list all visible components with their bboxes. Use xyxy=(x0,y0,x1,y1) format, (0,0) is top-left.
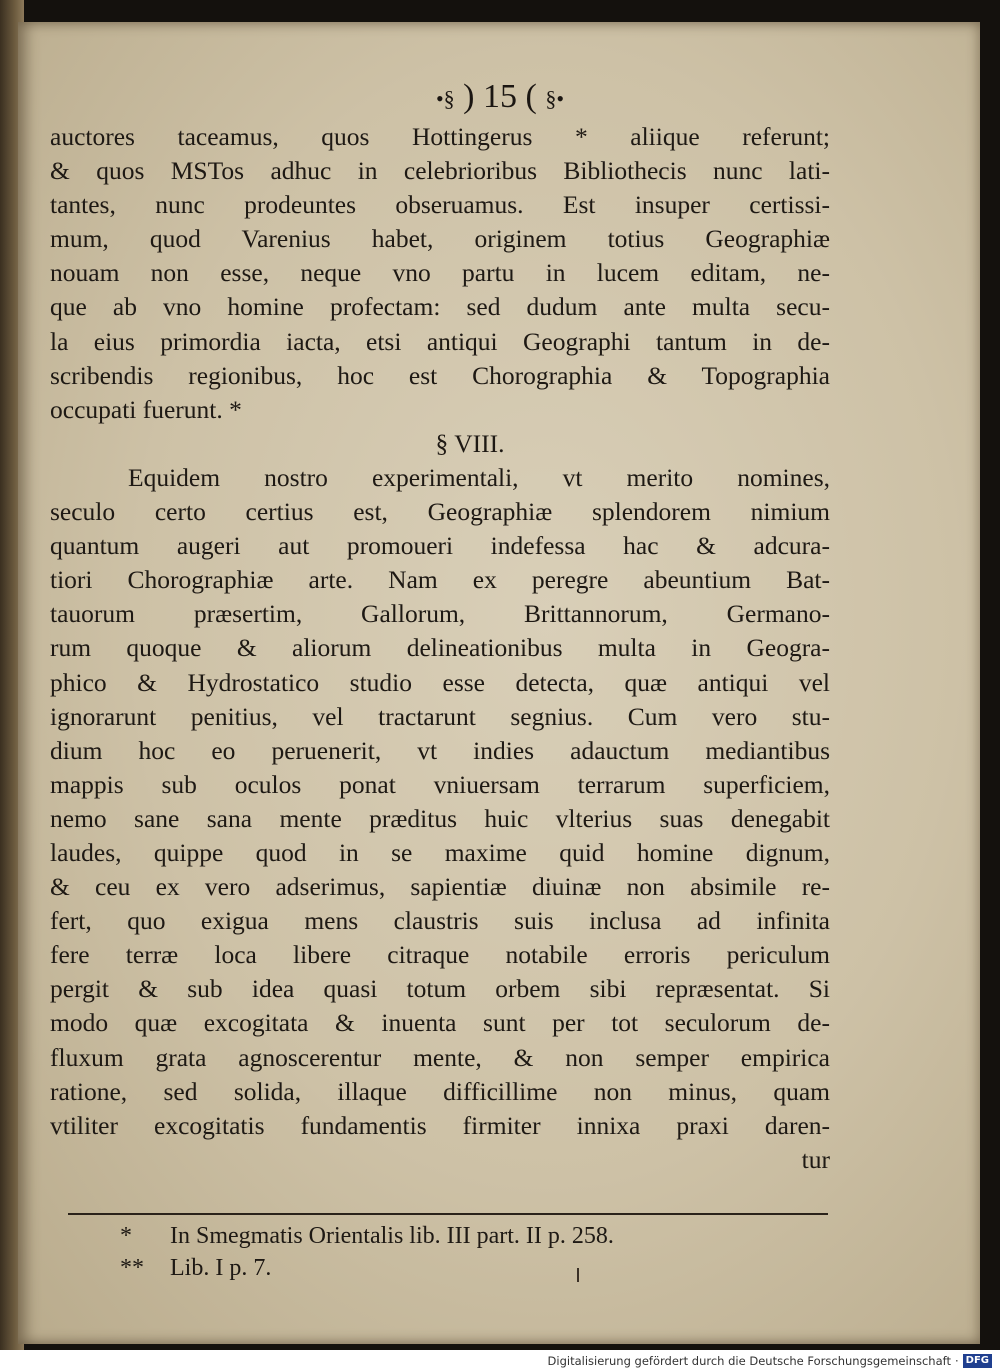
text-line: dium hoc eo peruenerit, vt indies adauctum mediantibus xyxy=(50,735,830,765)
text-line: laudes, quippe quod in se maxime quid homine dignum, xyxy=(50,837,830,867)
text-line: mum, quod Varenius habet, originem totius Geographiæ xyxy=(50,224,830,254)
text-line: nouam non esse, neque vno partu in lucem editam, ne- xyxy=(50,258,830,288)
footnote-rule xyxy=(68,1213,828,1215)
text-line: fluxum grata agnoscerentur mente, & non semper empirica xyxy=(50,1042,830,1072)
text-line: que ab vno homine profectam: sed dudum ante multa secu- xyxy=(50,292,830,322)
footnote xyxy=(120,1220,614,1252)
page-number: ) 15 ( xyxy=(463,78,537,115)
text-line: ratione, sed solida, illaque difficillime non minus, quam xyxy=(50,1076,830,1106)
ornament-right: §• xyxy=(545,86,565,112)
footnote-text: Lib. I p. 7. xyxy=(170,1255,272,1281)
text-line: tantes, nunc prodeuntes obseruamus. Est insuper certissi- xyxy=(50,190,830,220)
text-line: scribendis regionibus, hoc est Chorographia & Topographia xyxy=(50,360,830,390)
text-line: pergit & sub idea quasi totum orbem sibi repræsentat. Si xyxy=(50,974,830,1004)
text-line: fere terræ loca libere citraque notabile erroris periculum xyxy=(50,940,830,970)
footnote xyxy=(120,1252,614,1284)
text-line: quantum augeri aut promoueri indefessa hac & adcura- xyxy=(50,531,830,561)
text-line: auctores taceamus, quos Hottingerus * aliique referunt; xyxy=(50,122,830,151)
text-line: modo quæ excogitata & inuenta sunt per tot seculorum de- xyxy=(50,1008,830,1038)
print-mark xyxy=(577,1268,579,1282)
text-line: fert, quo exigua mens claustris suis inclusa ad infinita xyxy=(50,906,830,936)
text-line: nemo sane sana mente præditus huic vlterius suas denegabit xyxy=(50,803,830,833)
footnotes xyxy=(120,1220,614,1284)
text-line: & quos MSTos adhuc in celebrioribus Bibliothecis nunc lati- xyxy=(50,156,830,186)
text-line: tauorum præsertim, Gallorum, Brittannorum, Germano- xyxy=(50,599,830,629)
text-line: vtiliter excogitatis fundamentis firmiter innixa praxi daren- xyxy=(50,1110,830,1140)
body-text xyxy=(50,120,830,1177)
running-head xyxy=(0,78,1000,116)
text-line: la eius primordia iacta, etsi antiqui Geographi tantum in de- xyxy=(50,326,830,356)
text-line: & ceu ex vero adserimus, sapientiæ diuinæ non absimile re- xyxy=(50,872,830,902)
text-line: seculo certo certius est, Geographiæ splendorem nimium xyxy=(50,497,830,527)
text-line: ignorarunt penitius, vel tractarunt segnius. Cum vero stu- xyxy=(50,701,830,731)
credit-text: Digitalisierung gefördert durch die Deutsche Forschungsgemeinschaft xyxy=(547,1354,951,1368)
dfg-logo-icon: DFG xyxy=(963,1354,992,1368)
footnote-mark: ** xyxy=(120,1255,144,1281)
ornament-left: •§ xyxy=(435,86,455,112)
footnote-text: In Smegmatis Orientalis lib. III part. II p. 258. xyxy=(170,1223,614,1249)
text-line: mappis sub oculos ponat vniuersam terrarum superficiem, xyxy=(50,769,830,799)
text-line: rum quoque & aliorum delineationibus multa in Geogra- xyxy=(50,633,830,663)
funding-credit: Digitalisierung gefördert durch die Deutsche Forschungsgemeinschaft · DFG xyxy=(548,1354,992,1368)
text-line: occupati fuerunt. * xyxy=(50,394,242,424)
section-heading: § VIII. xyxy=(435,428,505,458)
text-line: tiori Chorographiæ arte. Nam ex peregre abeuntium Bat- xyxy=(50,565,830,595)
text-line: phico & Hydrostatico studio esse detecta, quæ antiqui vel xyxy=(50,667,830,697)
text-line: Equidem nostro experimentali, vt merito nomines, xyxy=(128,462,830,492)
footnote-mark: * xyxy=(120,1223,132,1249)
catchword: tur xyxy=(801,1144,830,1174)
